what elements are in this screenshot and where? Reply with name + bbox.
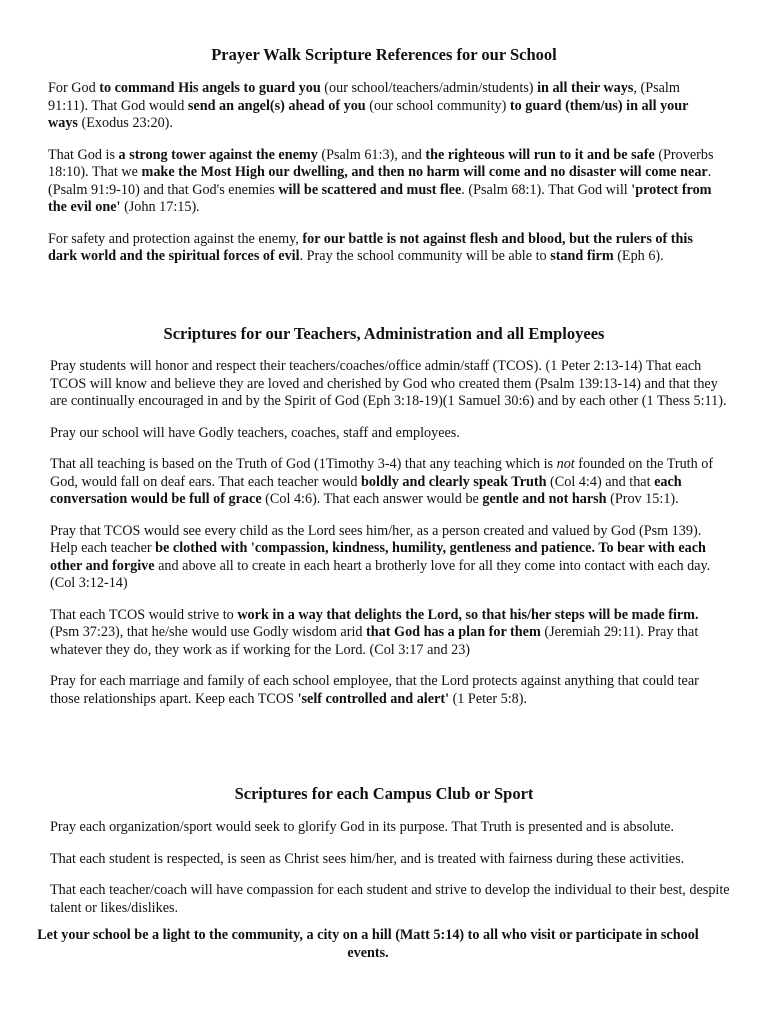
text-run: . (Psalm 68:1). That God will bbox=[461, 181, 632, 198]
italic-text: not bbox=[556, 456, 575, 472]
text-run: Pray students will honor and respect their teachers/coaches/office admin/staff (TCOS). (1 Peter 2:13-14) That each TCOS will know and believe they are loved and cherished by God who created them (Psalm 139:13-14) and that they are continually encouraged in and by the Spirit of God (Eph 3:18-19)(1 Samuel 30:6) and by each other (1 Thess 5:11). bbox=[50, 358, 727, 409]
bold-text: 'protect from the evil one' bbox=[48, 181, 712, 215]
text-run: (Col 4:4) and that bbox=[546, 473, 655, 490]
text-run: (Prov 15:1). bbox=[606, 491, 679, 507]
text-run: (Col 4:6). That each answer would be bbox=[261, 491, 483, 507]
text-run: (Psalm 61:3), and bbox=[317, 146, 426, 163]
text-run: That God is bbox=[48, 146, 119, 163]
paragraph bbox=[50, 607, 730, 660]
text-run: (Jeremiah 29:11). Pray that whatever they do, they work as if working for the Lord. (Col 3:17 and 23) bbox=[50, 624, 699, 658]
paragraph: That each teacher/coach will have compassion for each student and strive to develop the individual to their best, despite talent or likes/dislikes. bbox=[50, 882, 730, 916]
paragraph bbox=[50, 358, 730, 411]
bold-text: send an angel(s) ahead of you bbox=[187, 97, 366, 114]
paragraph bbox=[48, 231, 720, 266]
document-title: Prayer Walk Scripture References for our School bbox=[211, 45, 557, 64]
text-run: (Proverbs 18:10). That we bbox=[48, 146, 714, 180]
paragraph: That each student is respected, is seen as Christ sees him/her, and is treated with fairness during these activities. bbox=[50, 850, 685, 867]
bold-text: will be scattered and must flee bbox=[278, 181, 462, 198]
bold-text: the righteous will run to it and be safe bbox=[425, 146, 655, 163]
text-run: (our school community) bbox=[365, 97, 510, 114]
bold-text: in all their ways bbox=[537, 80, 634, 96]
section-heading: Scriptures for each Campus Club or Sport bbox=[234, 784, 534, 803]
bold-text: a strong tower against the enemy bbox=[118, 146, 318, 163]
bold-text: work in a way that delights the Lord, so that his/her steps will be made firm. bbox=[237, 606, 699, 623]
text-run: (John 17:15). bbox=[120, 199, 200, 215]
text-run: (1 Peter 5:8). bbox=[449, 690, 528, 707]
bold-text: boldly and clearly speak Truth bbox=[360, 473, 547, 490]
text-run: and above all to create in each heart a brotherly love for all they come into contact with each day. (Col 3:12-14) bbox=[50, 557, 711, 591]
text-run: That each TCOS would strive to bbox=[50, 606, 238, 623]
text-run: , (Psalm 91:11). That God would bbox=[48, 80, 680, 114]
section-teachers bbox=[0, 324, 768, 708]
text-run: (our school/teachers/admin/students) bbox=[320, 80, 538, 96]
bold-text: be clothed with 'compassion, kindness, humility, gentleness and patience. To bear with each other and forgive bbox=[50, 540, 706, 574]
paragraph bbox=[50, 425, 730, 443]
section-heading: Scriptures for our Teachers, Administration and all Employees bbox=[163, 324, 605, 343]
bold-text: to guard (them/us) in all your ways bbox=[48, 97, 689, 131]
text-run: Pray that TCOS would see every child as the Lord sees him/her, as a person created and valued by God (Psm 139). Help each teacher bbox=[50, 522, 702, 556]
text-run: Pray our school will have Godly teachers, coaches, staff and employees. bbox=[50, 424, 460, 441]
closing-statement: Let your school be a light to the community, a city on a hill (Matt 5:14) to all who visit or participate in school events. bbox=[37, 927, 699, 961]
text-run: . Pray the school community will be able to bbox=[299, 248, 551, 264]
section-campus-club-sport bbox=[0, 784, 768, 917]
text-run: (Psm 37:23), that he/she would use Godly wisdom arid bbox=[50, 624, 367, 640]
paragraph bbox=[50, 523, 730, 593]
text-run: For safety and protection against the enemy, bbox=[48, 230, 303, 247]
section-school-protection bbox=[0, 45, 768, 266]
paragraph bbox=[48, 80, 720, 133]
text-run: founded on the Truth of God, would fall on deaf ears. That each teacher would bbox=[50, 456, 714, 490]
bold-text: for our battle is not against flesh and blood, but the rulers of this dark world and the spiritual forces of evil bbox=[48, 230, 693, 264]
text-run: For God bbox=[48, 80, 100, 96]
bold-text: gentle and not harsh bbox=[482, 491, 607, 507]
text-run: . (Psalm 91:9-10) and that God's enemies bbox=[48, 164, 712, 198]
bold-text: stand firm bbox=[550, 248, 614, 264]
text-run: (Exodus 23:20). bbox=[77, 115, 173, 131]
bold-text: each conversation would be full of grace bbox=[50, 473, 682, 507]
paragraph bbox=[50, 456, 730, 509]
text-run: (Eph 6). bbox=[613, 248, 664, 264]
bold-text: that God has a plan for them bbox=[366, 624, 541, 640]
paragraph bbox=[50, 673, 730, 708]
paragraph bbox=[48, 147, 720, 217]
text-run: That all teaching is based on the Truth of God (1Timothy 3-4) that any teaching which is bbox=[50, 456, 557, 472]
paragraph: Pray each organization/sport would seek to glorify God in its purpose. That Truth is presented and is absolute. bbox=[50, 819, 675, 835]
bold-text: 'self controlled and alert' bbox=[297, 690, 450, 707]
bold-text: make the Most High our dwelling, and then no harm will come and no disaster will come near bbox=[141, 164, 708, 180]
text-run: Pray for each marriage and family of each school employee, that the Lord protects against anything that could tear those relationships apart. Keep each TCOS bbox=[50, 673, 699, 707]
bold-text: to command His angels to guard you bbox=[99, 80, 321, 96]
